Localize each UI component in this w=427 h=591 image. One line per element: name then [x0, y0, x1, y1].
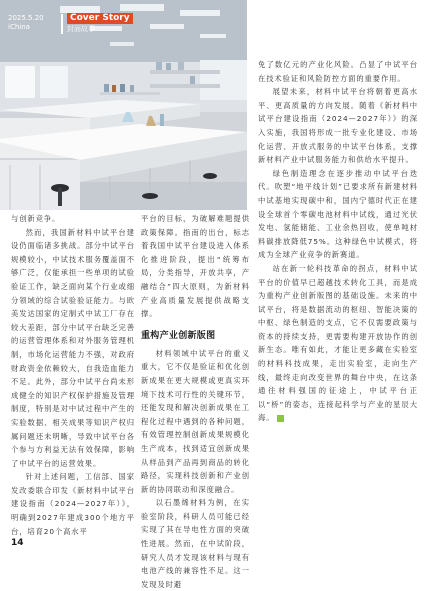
paragraph: 然而，我国新材料中试平台建设仍面临诸多挑战。部分中试平台规模较小，中试技术服务覆盖面不够广泛，仅能承担一些单项的试验验证工作，缺乏面向某个行业或细分领域的综合试验验证能力。与欧美发达国家的定制式中试工厂存在较大差距，部分中试平台缺乏完善的运营管理体系和对外服务管理机制，市场化运营能力不强，对政府财政资金依赖较大，自我造血能力不足。此外，部分中试平台尚未形成健全的知识产权保护措施及管理制度，特别是对中试过程中产生的实验数据、相关成果等知识产权归属问题还未明晰，导致中试平台各个参与方利益无法有效保障，影响了中试平台的运营效果。	[11, 227, 135, 468]
paragraph: 针对上述问题，工信部、国家发改委联合印发《新材料中试平台建设指南（2024—2027年）》，明确到2027年建成300个地方平台，培育20个高水平	[11, 472, 135, 536]
end-of-article-mark	[277, 415, 284, 422]
section-heading: 重构产业创新版图	[141, 330, 216, 341]
paragraph: 展望未来，材料中试平台将朝着更高水平、更高质量的方向发展。随着《新材料中试平台建设指南（2024—2027年）》的深入实施，我国将形成一批专业化建设、市场化运营、开放式服务的中试平台体系，支撑新材料产业中试服务能力和供给水平提升。	[258, 87, 418, 165]
lab-photo	[0, 0, 247, 210]
right-column	[258, 58, 418, 425]
paragraph: 材料领域中试平台的重义重大，它不仅是验证和优化创新成果在更大规模或更真实环境下技术可行性的关键环节，还能发现和解决创新成果在工程化过程中遇到的各种问题，有效管理控制创新成果规模化生产成本，找到适宜创新成果从样品到产品再到商品的转化路径，实现科技创新和产业创新的协同联动和深度融合。	[141, 348, 250, 494]
left-column	[11, 212, 135, 538]
paragraph: 以石墨烯材料为例，在实验室阶段，科研人员可能已经实现了其在导电性方面的突破性进展。然而，在中试阶段，研究人员才发现该材料与现有电池产线的兼容性不足。这一发现及时避	[141, 498, 250, 589]
paragraph	[258, 262, 418, 425]
middle-column	[141, 212, 250, 591]
paragraph: 平台的目标，为破解难题提供政策保障。指南的出台，标志着我国中试平台建设进入体系化推进阶段，提出“统筹布局，分类指导，开放共享，产融结合”四大原则，为新材料产业高质量发展提供战略支撑。	[141, 214, 250, 319]
paragraph: 与创新竞争。	[11, 214, 61, 223]
paragraph: 绿色制造理念在逐步推动中试平台迭代。吹塑“地平线计划”已要求所有新建材料中试基地实现碳中和，国内宁德时代正在建设全球首个零碳电池材料中试线，通过光伏发电、氢能储能、工业余热回收，使单吨材料碳排放降低75%。这种绿色中试模式，将成为全球产业竞争的新赛道。	[258, 168, 418, 260]
paragraph-text: 站在新一轮科技革命的拐点，材料中试平台的价值早已超越技术转化工具，而是成为重构产业创新版图的基础设施。未来的中试平台，将是数据流动的枢纽、智能决策的中枢、绿色制造的支点，它不仅需要政策与资本的持续支持，更需要构建开放协作的创新生态。唯有如此，才能让更多藏在实验室的材料科技成果，走出实验室，走向生产线，最终走向改变世界的舞台中央，在这条通往材料强国的征途上，中试平台正以“桥”的姿态，连接起科学与产业的星辰大海。	[258, 263, 418, 423]
section-label-en: Cover Story	[67, 13, 133, 24]
page-number: 14	[11, 538, 24, 548]
issue-date: 2025.5.20	[8, 14, 44, 22]
section-label-cn: 封面故事	[67, 25, 95, 33]
magazine-header	[8, 13, 130, 33]
header-divider	[61, 14, 63, 34]
brand-name: iChina	[8, 23, 30, 31]
paragraph: 免了数亿元的产业化风险。凸显了中试平台在技术验证和风险防控方面的重要作用。	[258, 60, 418, 83]
